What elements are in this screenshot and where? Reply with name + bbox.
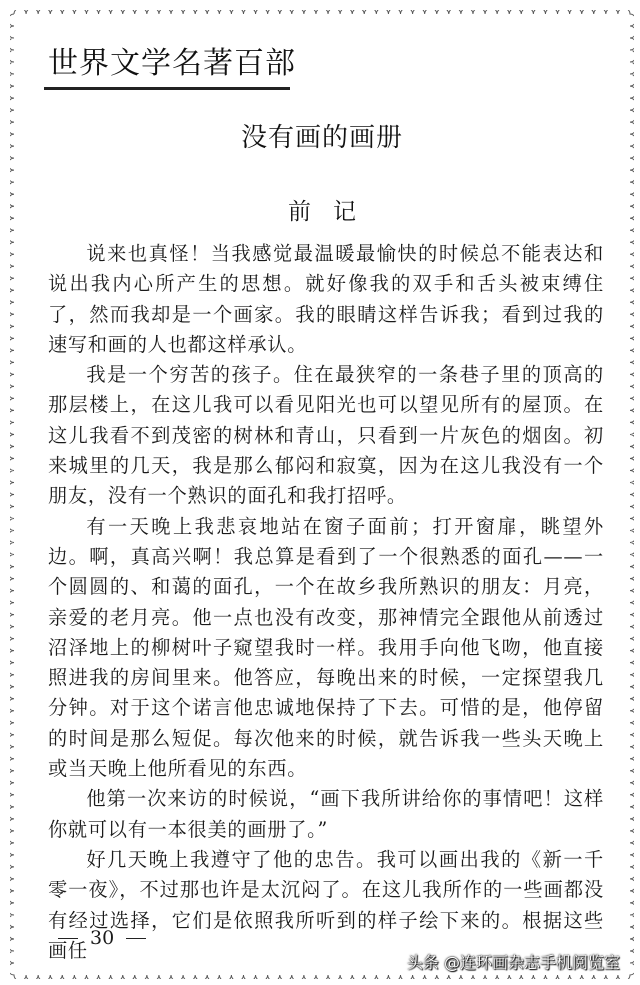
page-folio — [58, 924, 146, 951]
book-title: 没有画的画册 — [240, 123, 403, 153]
folio-dash-right — [126, 938, 146, 939]
body-text — [48, 239, 604, 966]
paragraph: 好几天晚上我遵守了他的忠告。我可以画出我的《新一千零一夜》，不过那也许是太沉闷了。在这儿我所作的一些画都没有经过选择，它们是依照我所听到的样子绘下来的。根据这些画任 — [48, 847, 604, 962]
page-number: 30 — [90, 927, 115, 949]
series-title-underline — [44, 87, 290, 90]
watermark-text: 头条 @连环画杂志手机阅览室 — [406, 953, 620, 972]
paragraph: 说来也真怪！当我感觉最温暖最愉快的时候总不能表达和说出我内心所产生的思想。就好像我的双手和舌头被束缚住了，然而我却是一个画家。我的眼睛这样告诉我；看到过我的速写和画的人也都这样承认。 — [48, 242, 604, 356]
section-title: 前记 — [288, 199, 378, 225]
paragraph: 他第一次来访的时候说，“画下我所讲给你的事情吧！这样你就可以有一本很美的画册了。” — [48, 787, 604, 841]
folio-dash-left — [58, 938, 78, 939]
paragraph: 有一天晚上我悲哀地站在窗子面前；打开窗扉，眺望外边。啊，真高兴啊！我总算是看到了一个很熟悉的面孔——一个圆圆的、和蔼的面孔，一个在故乡我所熟识的朋友：月亮，亲爱的老月亮。他一点也没有改变，那神情完全跟他从前透过沼泽地上的柳树叶子窥望我时一样。我用手向他飞吻，他直接照进我的房间里来。他答应，每晚出来的时候，一定探望我几分钟。对于这个诺言他忠诚地保持了下去。可惜的是，他停留的时间是那么短促。每次他来的时候，就告诉我一些头天晚上或当天晚上他所看见的东西。 — [48, 514, 604, 781]
series-title: 世界文学名著百部 — [48, 46, 296, 81]
paragraph: 我是一个穷苦的孩子。住在最狭窄的一条巷子里的顶高的那层楼上，在这儿我可以看见阳光也可以望见所有的屋顶。在这儿我看不到茂密的树林和青山，只看到一片灰色的烟囱。初来城里的几天，我是那么郁闷和寂寞，因为在这儿我没有一个朋友，没有一个熟识的面孔和我打招呼。 — [48, 363, 604, 508]
